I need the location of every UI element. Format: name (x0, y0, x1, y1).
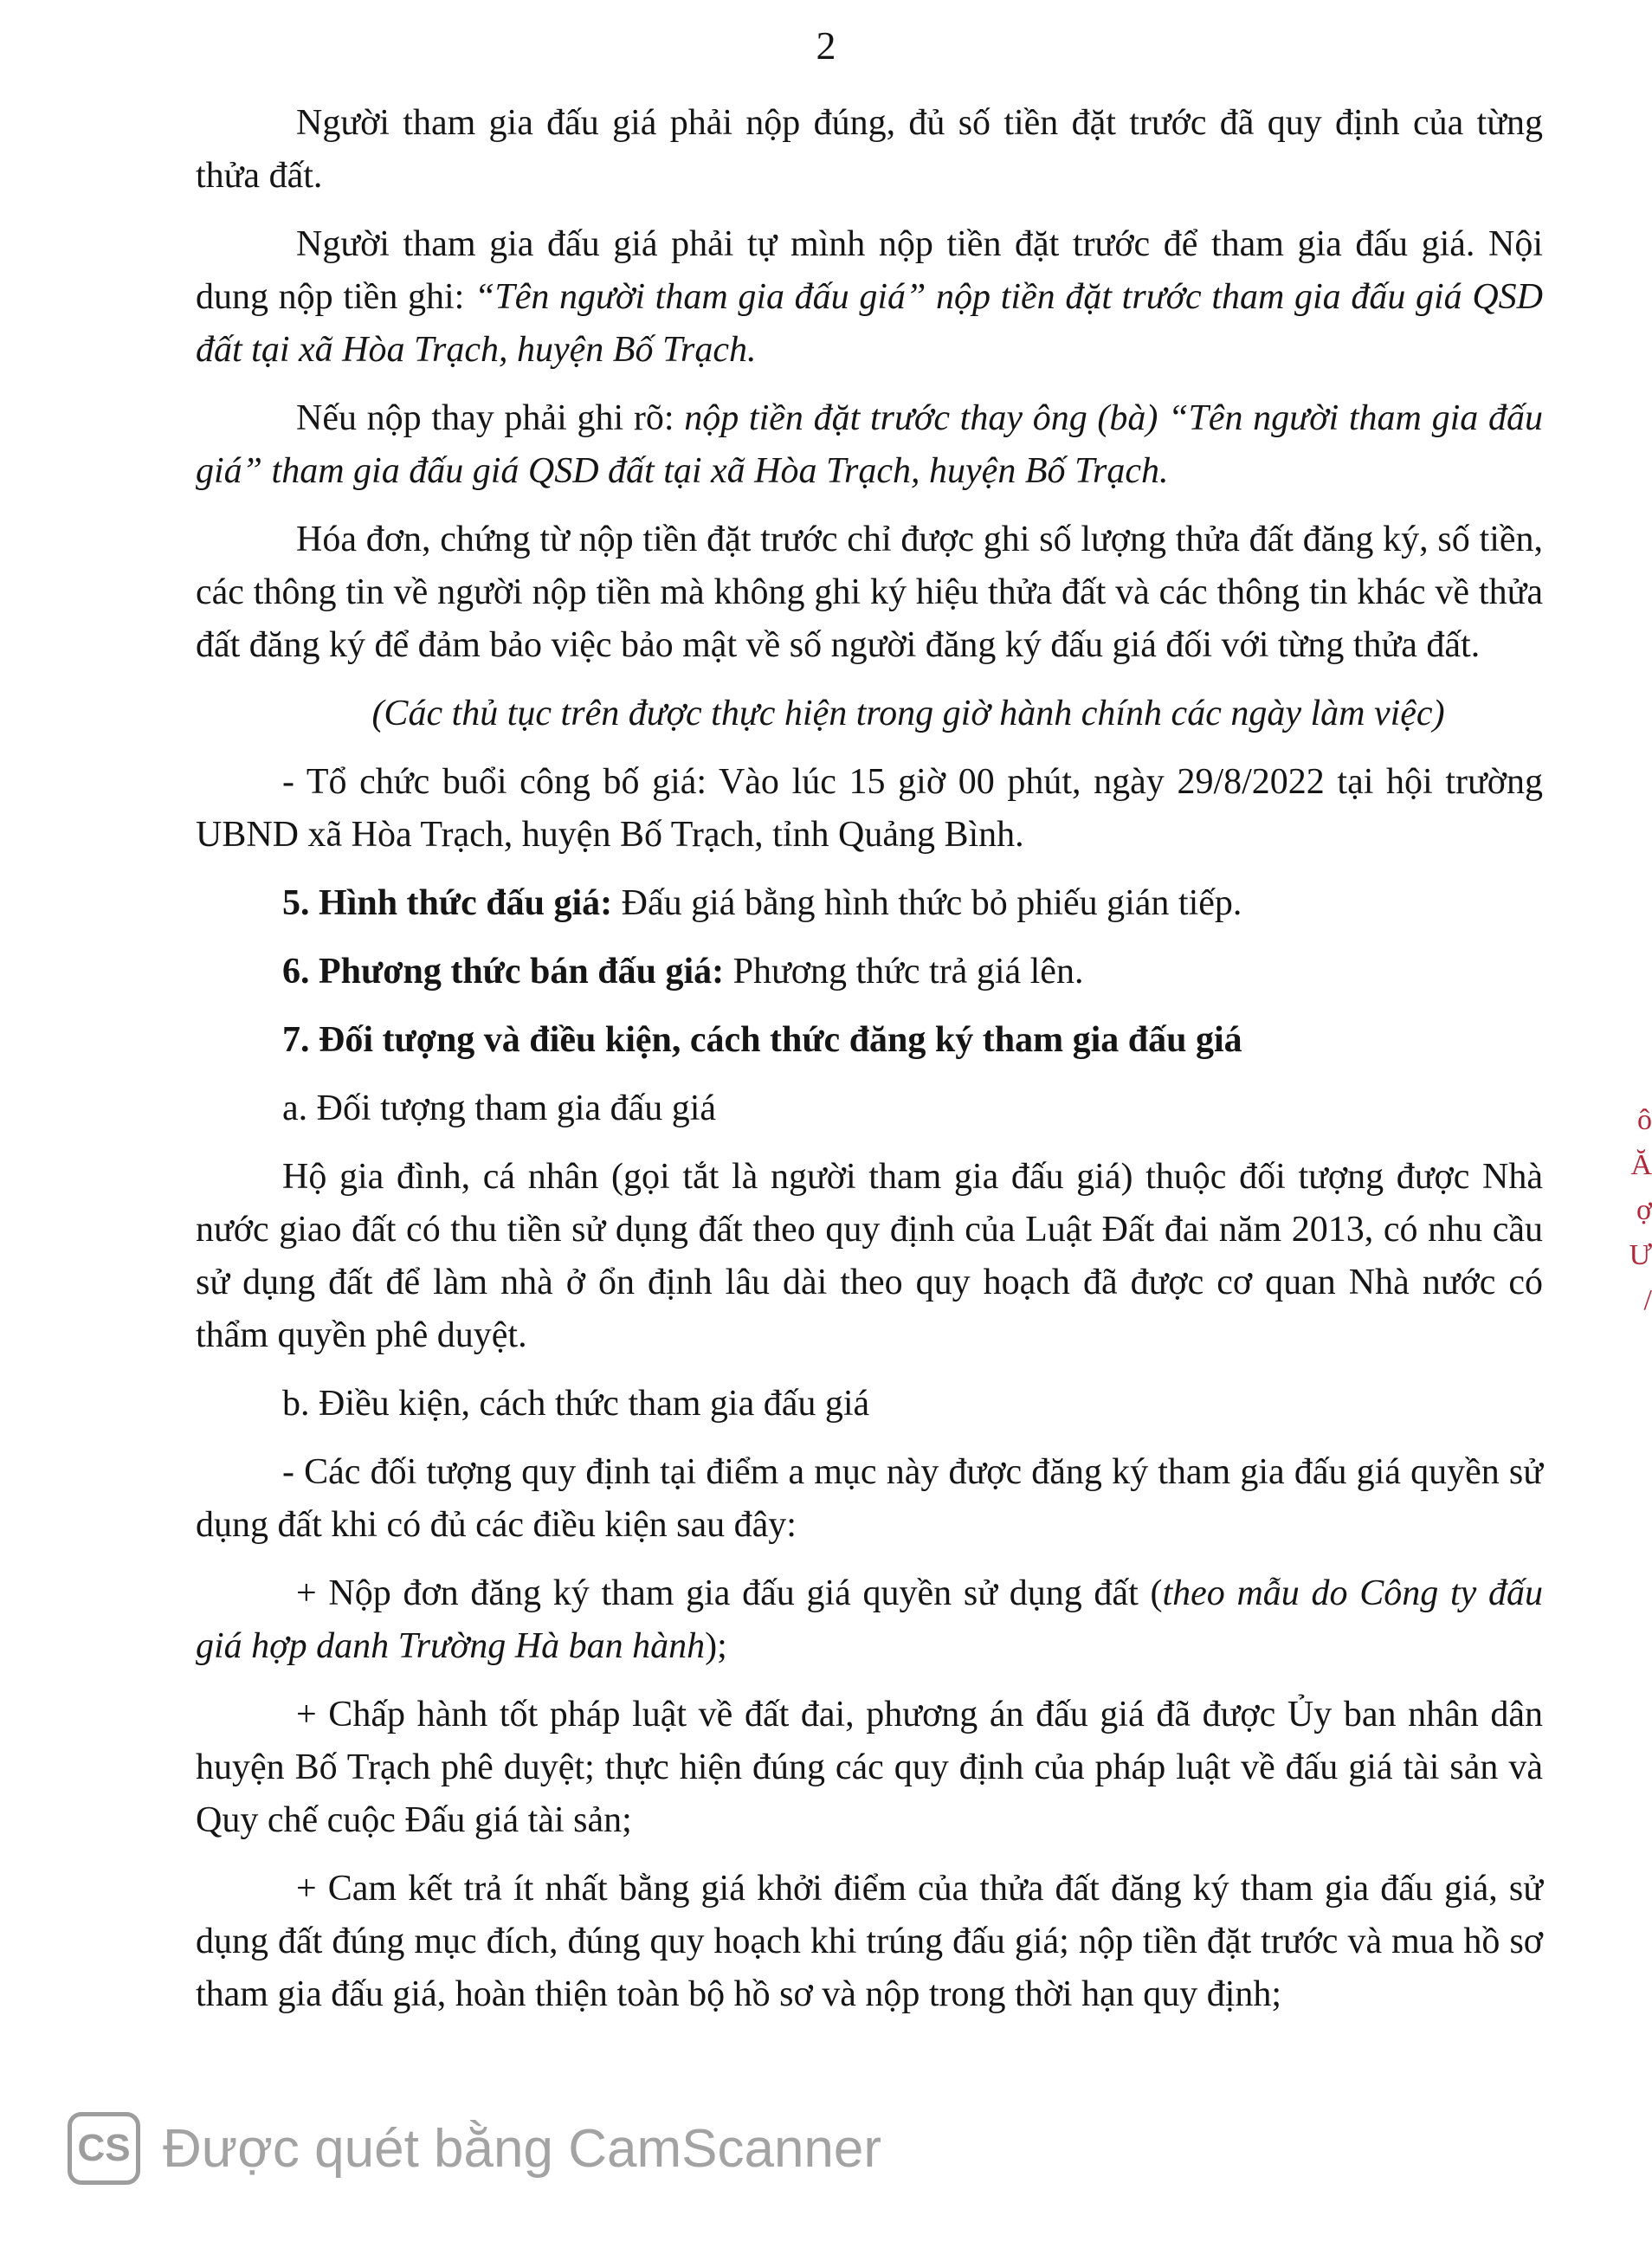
paragraph-eligible-subjects: Hộ gia đình, cá nhân (gọi tắt là người tham gia đấu giá) thuộc đối tượng được Nhà nước giao đất có thu tiền sử dụng đất theo quy định của Luật Đất đai năm 2013, có nhu cầu sử dụng đất để làm nhà ở ổn định lâu dài theo quy hoạch đã được cơ quan Nhà nước có thẩm quyền phê duyệt. (196, 1157, 1543, 1355)
camscanner-watermark (68, 2109, 881, 2187)
watermark-text: Được quét bằng CamScanner (163, 2118, 882, 2179)
section-7-heading: 7. Đối tượng và điều kiện, cách thức đăng ký tham gia đấu giá (282, 1020, 1242, 1060)
page-number: 2 (816, 23, 836, 68)
paragraph-office-hours: (Các thủ tục trên được thực hiện trong giờ hành chính các ngày làm việc) (371, 694, 1445, 733)
section-7a-heading: a. Đối tượng tham gia đấu giá (282, 1088, 717, 1128)
stamp-char: Ư (1629, 1239, 1652, 1271)
paragraph-price-announcement: - Tổ chức buổi công bố giá: Vào lúc 15 giờ 00 phút, ngày 29/8/2022 tại hội trường UBND xã Hòa Trạch, huyện Bố Trạch, tỉnh Quảng Bình. (196, 762, 1543, 855)
paragraph-condition-compliance: + Chấp hành tốt pháp luật về đất đai, phương án đấu giá đã được Ủy ban nhân dân huyện Bố Trạch phê duyệt; thực hiện đúng các quy định của pháp luật về đấu giá tài sản và Quy chế cuộc Đấu giá tài sản; (196, 1695, 1543, 1840)
paragraph-conditions: - Các đối tượng quy định tại điểm a mục này được đăng ký tham gia đấu giá quyền sử dụng đất khi có đủ các điều kiện sau đây: (196, 1452, 1543, 1545)
stamp-char: / (1643, 1284, 1652, 1316)
section-5: 5. Hình thức đấu giá: Đấu giá bằng hình thức bỏ phiếu gián tiếp. (282, 883, 1242, 923)
paragraph-invoice: Hóa đơn, chứng từ nộp tiền đặt trước chỉ được ghi số lượng thửa đất đăng ký, số tiền, các thông tin về người nộp tiền mà không ghi ký hiệu thửa đất và các thông tin khác về thửa đất đăng ký để đảm bảo việc bảo mật về số người đăng ký đấu giá đối với từng thửa đất. (196, 520, 1543, 665)
stamp-char: ô (1637, 1104, 1652, 1136)
camscanner-logo-icon: CS (68, 2112, 140, 2185)
paragraph-condition-commitment: + Cam kết trả ít nhất bằng giá khởi điểm của thửa đất đăng ký tham gia đấu giá, sử dụng đất đúng mục đích, đúng quy hoạch khi trúng đấu giá; nộp tiền đặt trước và mua hồ sơ tham gia đấu giá, hoàn thiện toàn bộ hồ sơ và nộp trong thời hạn quy định; (196, 1869, 1543, 2014)
stamp-fragment (1617, 1098, 1652, 1323)
stamp-char: ợ (1636, 1194, 1652, 1226)
section-6: 6. Phương thức bán đấu giá: Phương thức trả giá lên. (282, 952, 1084, 992)
section-7b-heading: b. Điều kiện, cách thức tham gia đấu giá (282, 1384, 870, 1424)
paragraph-deposit-proxy: Nếu nộp thay phải ghi rõ: nộp tiền đặt trước thay ông (bà) “Tên người tham gia đấu giá” tham gia đấu giá QSD đất tại xã Hòa Trạch, huyện Bố Trạch. (196, 398, 1543, 491)
paragraph-condition-application: + Nộp đơn đăng ký tham gia đấu giá quyền sử dụng đất (theo mẫu do Công ty đấu giá hợp danh Trường Hà ban hành); (196, 1573, 1543, 1666)
paragraph-deposit-amount: Người tham gia đấu giá phải nộp đúng, đủ số tiền đặt trước đã quy định của từng thửa đất. (196, 103, 1543, 196)
stamp-char: Ă (1630, 1149, 1652, 1181)
paragraph-deposit-self: Người tham gia đấu giá phải tự mình nộp tiền đặt trước để tham gia đấu giá. Nội dung nộp tiền ghi: “Tên người tham gia đấu giá” nộp tiền đặt trước tham gia đấu giá QSD đất tại xã Hòa Trạch, huyện Bố Trạch. (196, 224, 1543, 370)
document-body (196, 97, 1543, 2037)
